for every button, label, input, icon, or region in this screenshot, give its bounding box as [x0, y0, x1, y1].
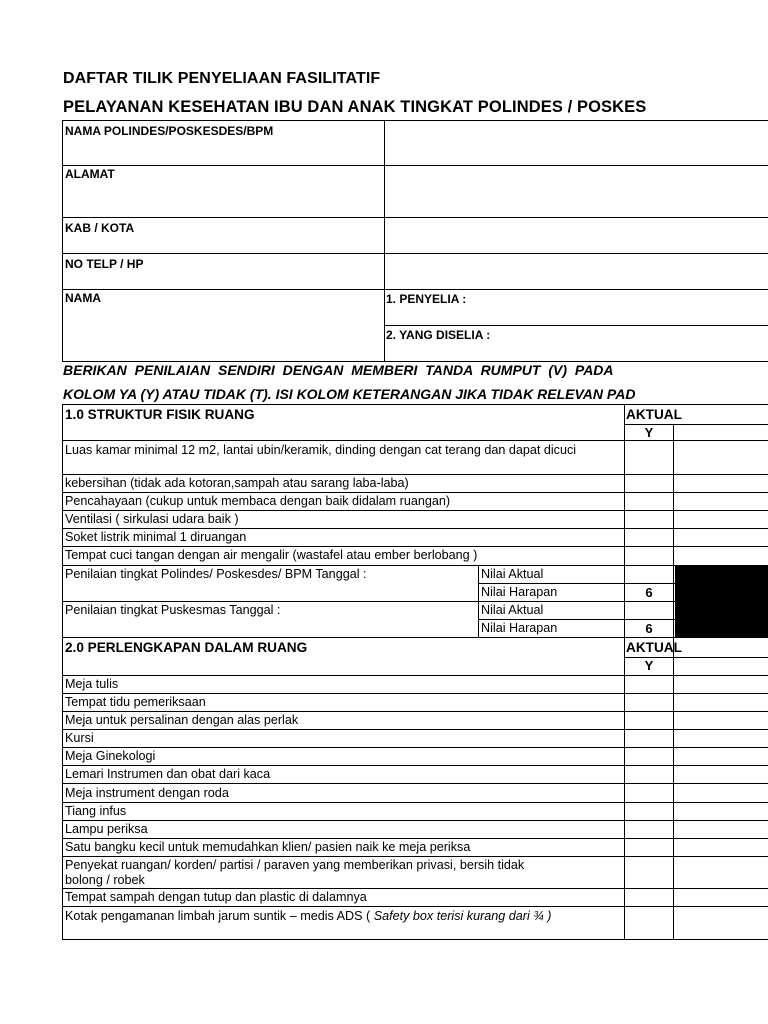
section2-item: Penyekat ruangan/ korden/ partisi / paraven yang memberikan privasi, bersih tidak [65, 858, 525, 872]
section1-item: Soket listrik minimal 1 diruangan [65, 530, 247, 544]
section2-title: 2.0 PERLENGKAPAN DALAM RUANG [65, 640, 308, 655]
row-line [62, 546, 768, 547]
nilai-harapan-label: Nilai Harapan [481, 621, 558, 635]
table-bottom [62, 939, 768, 940]
section2-item: Tempat sampah dengan tutup dan plastic di dalamnya [65, 890, 367, 904]
identity-row-divider [62, 217, 768, 218]
section2-item-continued: bolong / robek [65, 873, 145, 887]
section2-item: Lemari Instrumen dan obat dari kaca [65, 767, 271, 781]
penilaian-puskesmas-label: Penilaian tingkat Puskesmas Tanggal : [65, 603, 281, 617]
nilai-harapan-value: 6 [645, 621, 653, 636]
row-line [62, 601, 768, 602]
identity-table-top [62, 120, 768, 121]
section1-item: Ventilasi ( sirkulasi udara baik ) [65, 512, 239, 526]
section2-item: Meja Ginekologi [65, 749, 156, 763]
label-nama-polindes: NAMA POLINDES/POSKESDES/BPM [65, 124, 274, 138]
section2-item [65, 909, 552, 924]
document-title: DAFTAR TILIK PENYELIAAN FASILITATIF [63, 70, 381, 87]
section2-item: Tempat tidu pemeriksaan [65, 695, 206, 709]
section1-top [62, 404, 768, 405]
section2-item: Meja tulis [65, 677, 119, 691]
row-line [62, 729, 768, 730]
section1-title: 1.0 STRUKTUR FISIK RUANG [65, 407, 255, 422]
row-line [62, 565, 768, 566]
label-alamat: ALAMAT [65, 167, 115, 181]
nilai-harapan-label: Nilai Harapan [481, 585, 558, 599]
redacted-block [675, 565, 768, 637]
row-line [62, 888, 768, 889]
row-line [62, 765, 768, 766]
instruction-line-2: KOLOM YA (Y) ATAU TIDAK (T). ISI KOLOM KETERANGAN JIKA TIDAK RELEVAN PAD [63, 386, 636, 402]
row-line [62, 856, 768, 857]
section2-item-italic: Safety box terisi kurang dari ¾ ) [373, 909, 552, 923]
row-line [62, 838, 768, 839]
section1-item: kebersihan (tidak ada kotoran,sampah atau sarang laba-laba) [65, 476, 409, 490]
section2-item: Kursi [65, 731, 94, 745]
row-line [62, 440, 768, 441]
row-line [62, 820, 768, 821]
row-line [62, 474, 768, 475]
row-line [62, 528, 768, 529]
section1-item: Tempat cuci tangan dengan air mengalir (wastafel atau ember berlobang ) [65, 548, 478, 562]
document-subtitle: PELAYANAN KESEHATAN IBU DAN ANAK TINGKAT POLINDES / POSKES [63, 98, 647, 116]
label-penyelia: 1. PENYELIA : [386, 292, 467, 306]
identity-row-divider [62, 165, 768, 166]
identity-row-divider [384, 325, 768, 326]
nilai-harapan-value: 6 [645, 585, 653, 600]
section2-aktual-header: AKTUAL [626, 640, 682, 655]
row-line [62, 802, 768, 803]
row-line [62, 711, 768, 712]
section2-y-header: Y [644, 658, 654, 673]
identity-table-mid [384, 120, 385, 361]
section2-item: Meja instrument dengan roda [65, 786, 229, 800]
aktual-col-y-right [673, 424, 674, 939]
identity-row-divider [62, 253, 768, 254]
row-line [62, 637, 768, 638]
section1-aktual-header: AKTUAL [626, 407, 682, 422]
row-line [62, 510, 768, 511]
label-nama: NAMA [65, 291, 101, 305]
row-line [62, 906, 768, 907]
section2-item: Meja untuk persalinan dengan alas perlak [65, 713, 299, 727]
label-yang-disupervisi: 2. YANG DISELIA : [386, 328, 491, 342]
section2-item: Lampu periksa [65, 822, 148, 836]
section1-y-header: Y [644, 425, 654, 440]
nilai-aktual-label: Nilai Aktual [481, 603, 544, 617]
section2-item: Satu bangku kecil untuk memudahkan klien/ pasien naik ke meja periksa [65, 840, 471, 854]
nilai-col-left [478, 565, 479, 637]
nilai-aktual-label: Nilai Aktual [481, 567, 544, 581]
label-kab-kota: KAB / KOTA [65, 221, 135, 235]
label-no-telp: NO TELP / HP [65, 257, 144, 271]
penilaian-polindes-label: Penilaian tingkat Polindes/ Poskesdes/ BPM Tanggal : [65, 567, 367, 581]
row-line [62, 747, 768, 748]
table-left-border [62, 404, 63, 939]
row-line [62, 783, 768, 784]
identity-table-left [62, 120, 63, 361]
section2-item-text: Kotak pengamanan limbah jarum suntik – medis ADS ( [65, 909, 374, 923]
instruction-line-1: BERIKAN PENILAIAN SENDIRI DENGAN MEMBERI TANDA RUMPUT (V) PADA [63, 362, 614, 378]
row-line [62, 675, 768, 676]
row-line [62, 693, 768, 694]
section1-item: Luas kamar minimal 12 m2, lantai ubin/keramik, dinding dengan cat terang dan dapat dicuci [65, 443, 577, 457]
section2-item: Tiang infus [65, 804, 127, 818]
section1-item: Pencahayaan (cukup untuk membaca dengan baik didalam ruangan) [65, 494, 451, 508]
row-line [62, 492, 768, 493]
identity-row-divider [62, 289, 768, 290]
